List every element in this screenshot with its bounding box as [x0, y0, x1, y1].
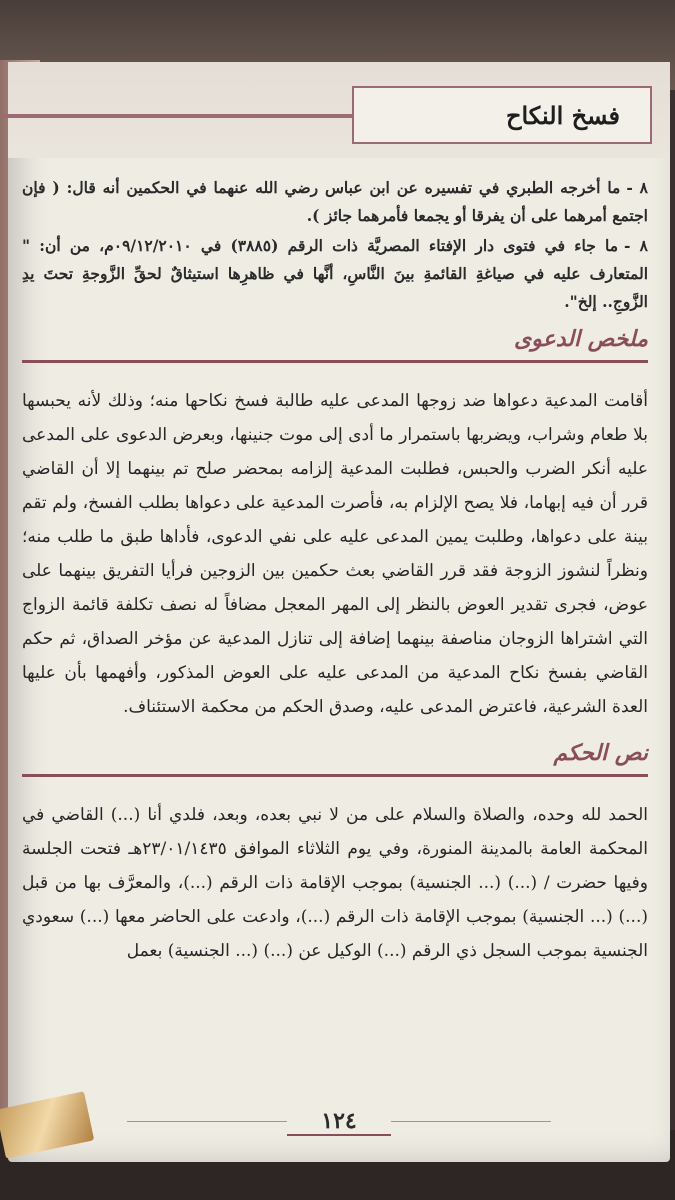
page-number: ١٢٤: [287, 1108, 390, 1136]
ruling-heading: نص الحكم: [553, 740, 648, 766]
page-content: [22, 174, 648, 968]
item-number: ٨ -: [624, 236, 648, 255]
summary-section-header: [22, 326, 648, 366]
item-number: ٨ -: [626, 178, 648, 197]
evidence-item: [22, 174, 648, 230]
section-divider: [22, 360, 648, 363]
page-footer: [8, 1102, 670, 1142]
chapter-title-box: [352, 86, 652, 144]
summary-heading: ملخص الدعوى: [514, 326, 648, 352]
item-text: ما جاء في فتوى دار الإفتاء المصريَّة ذات الرقم (٣٨٨٥) في ٠٩/١٢/٢٠١٠م، من أن: " المتعارف عليه في صياغةِ القائمةِ بينَ النَّاسِ، أنَّها في ظاهرِها استيثاقٌ لحقِّ الزَّوجةِ تحتَ يدِ الزَّوجِ.. إلخ".: [22, 236, 648, 311]
item-text: ما أخرجه الطبري في تفسيره عن ابن عباس رضي الله عنهما في الحكمين أنه قال: ( فإن اجتمع أمرهما على أن يفرقا أو يجمعا فأمرهما جائز ).: [22, 178, 648, 225]
book-page: [8, 62, 670, 1162]
section-divider: [22, 774, 648, 777]
summary-paragraph: أقامت المدعية دعواها ضد زوجها المدعى عليه طالبة فسخ نكاحها منه؛ وذلك لأنه يحبسها بلا طعام وشراب، ويضربها باستمرار ما أدى إلى موت جنينها، وبعرض الدعوى على المدعى عليه أنكر الضرب والحبس، فطلبت المدعية إلزامه بمحضر صلح تم بينهما إلا أن القاضي قرر أن فيه إبهاما، فلا يصح الإلزام به، فأصرت المدعية على دعواها بطلب الفسخ، ولم تقم بينة على دعواها، وطلبت يمين المدعى عليه على نفي الدعوى، فأداها طبق ما طلب منه؛ ونظراً لنشوز الزوجة فقد قرر القاضي بعث حكمين بين الزوجين فرأيا التفريق بينهما على عوض، فجرى تقدير العوض بالنظر إلى المهر المعجل مضافاً له نصف تكلفة قائمة الزواج التي اشتراها الزوجان مناصفة بينهما إضافة إلى تنازل المدعية عن مؤخر الصداق، ثم حكم القاضي بفسخ نكاح المدعية من المدعى عليه على العوض المذكور، وأفهمها بأن عليها العدة الشرعية، فاعترض المدعى عليه، وصدق الحكم من محكمة الاستئناف.: [22, 391, 648, 717]
ruling-paragraph: الحمد لله وحده، والصلاة والسلام على من لا نبي بعده، وبعد، فلدي أنا (...) القاضي في المحكمة العامة بالمدينة المنورة، وفي يوم الثلاثاء الموافق ٢٣/٠١/١٤٣٥هـ فتحت الجلسة وفيها حضرت / (...) (... الجنسية) بموجب الإقامة ذات الرقم (...)، والمعرَّف بها من قبل (...) (... الجنسية) بموجب الإقامة ذات الرقم (...)، وادعت على الحاضر معها (...) سعودي الجنسية بموجب السجل ذي الرقم (...) الوكيل عن (...) (... الجنسية) بعمل: [22, 805, 648, 961]
chapter-title: فسخ النكاح: [505, 100, 620, 130]
ruling-section-header: [22, 740, 648, 780]
evidence-item: [22, 232, 648, 316]
